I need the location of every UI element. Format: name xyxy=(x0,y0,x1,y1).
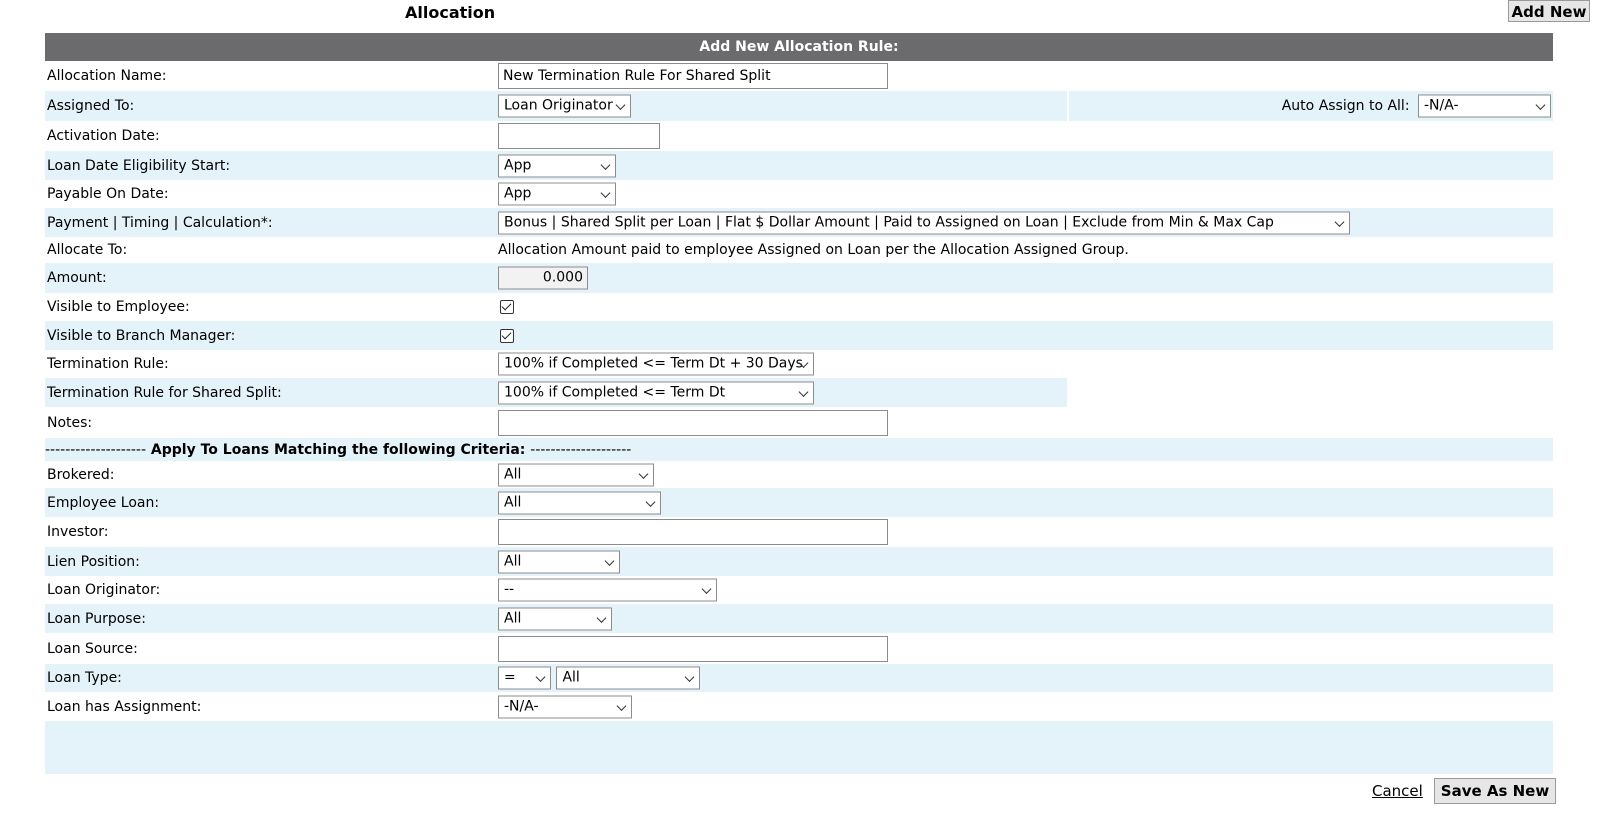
loan-has-assignment-label: Loan has Assignment: xyxy=(47,698,202,715)
auto-assign-value: -N/A- xyxy=(1424,97,1459,114)
brokered-select[interactable] xyxy=(498,463,654,486)
loan-has-assignment-value: -N/A- xyxy=(504,698,539,714)
payment-value: Bonus | Shared Split per Loan | Flat $ Dollar Amount | Paid to Assigned on Loan | Exclude from Min & Max Cap xyxy=(504,214,1274,230)
loan-source-input[interactable] xyxy=(498,636,888,662)
payable-on-select[interactable] xyxy=(498,183,616,206)
form-bottom-spacer xyxy=(45,721,1553,774)
employee-loan-value: All xyxy=(504,494,522,510)
notes-input[interactable] xyxy=(498,410,888,436)
brokered-label: Brokered: xyxy=(47,466,115,483)
loan-originator-select[interactable] xyxy=(498,579,717,602)
allocation-name-input[interactable]: New Termination Rule For Shared Split xyxy=(498,63,888,89)
lien-position-value: All xyxy=(504,553,522,569)
termination-rule-shared-value: 100% if Completed <= Term Dt xyxy=(504,384,726,400)
eligibility-start-value: App xyxy=(504,157,532,173)
payable-on-label: Payable On Date: xyxy=(47,186,169,202)
save-as-new-button[interactable]: Save As New xyxy=(1434,778,1556,804)
criteria-dashes-right: -------------------- xyxy=(530,441,632,458)
loan-purpose-select[interactable] xyxy=(498,607,612,630)
checkmark-icon xyxy=(502,301,512,311)
chevron-down-icon xyxy=(597,613,607,623)
add-new-button[interactable]: Add New xyxy=(1508,0,1590,22)
notes-label: Notes: xyxy=(47,414,93,431)
chevron-down-icon xyxy=(601,160,611,170)
loan-type-operator-value: = xyxy=(504,669,516,686)
assigned-to-row xyxy=(45,91,1553,121)
payable-on-value: App xyxy=(504,185,532,202)
notes-row xyxy=(45,407,1553,438)
activation-date-input[interactable] xyxy=(498,123,660,149)
column-divider xyxy=(1067,91,1069,121)
criteria-heading-row xyxy=(45,438,1553,461)
chevron-down-icon xyxy=(536,672,546,682)
loan-originator-row xyxy=(45,576,1553,604)
chevron-down-icon xyxy=(1335,217,1345,227)
employee-loan-select[interactable] xyxy=(498,491,661,514)
chevron-down-icon xyxy=(639,469,649,479)
payment-select[interactable] xyxy=(498,211,1350,234)
loan-type-value: All xyxy=(562,669,580,686)
loan-type-operator-select[interactable] xyxy=(498,667,551,690)
lien-position-label: Lien Position: xyxy=(47,553,140,570)
criteria-dashes-left: -------------------- xyxy=(45,441,147,458)
criteria-heading-text: Apply To Loans Matching the following Criteria: xyxy=(150,441,526,458)
lien-position-row xyxy=(45,547,1553,576)
termination-rule-select[interactable] xyxy=(498,353,814,376)
form-footer xyxy=(45,778,1553,806)
termination-rule-value: 100% if Completed <= Term Dt + 30 Days xyxy=(504,355,803,372)
eligibility-start-row xyxy=(45,151,1553,180)
loan-type-label: Loan Type: xyxy=(47,670,122,686)
criteria-heading xyxy=(45,442,631,458)
allocation-name-label: Allocation Name: xyxy=(47,68,167,84)
brokered-value: All xyxy=(504,466,522,482)
payment-label: Payment | Timing | Calculation*: xyxy=(47,214,273,231)
visible-employee-label: Visible to Employee: xyxy=(47,299,190,315)
termination-rule-row xyxy=(45,350,1553,378)
termination-rule-shared-label: Termination Rule for Shared Split: xyxy=(47,384,282,401)
chevron-down-icon xyxy=(702,584,712,594)
payable-on-row xyxy=(45,180,1553,208)
chevron-down-icon xyxy=(646,497,656,507)
termination-rule-label: Termination Rule: xyxy=(47,356,169,372)
chevron-down-icon xyxy=(799,387,809,397)
employee-loan-label: Employee Loan: xyxy=(47,494,160,511)
loan-type-select[interactable] xyxy=(556,667,700,690)
termination-rule-shared-row xyxy=(45,378,1553,407)
visible-employee-row xyxy=(45,293,1553,321)
checkmark-icon xyxy=(502,329,512,339)
form-heading: Add New Allocation Rule: xyxy=(45,33,1553,61)
loan-purpose-value: All xyxy=(504,610,522,626)
visible-branch-manager-checkbox[interactable] xyxy=(500,329,514,343)
termination-rule-shared-select[interactable] xyxy=(498,381,814,404)
chevron-down-icon xyxy=(1536,100,1546,110)
assigned-to-label: Assigned To: xyxy=(47,98,135,114)
amount-label: Amount: xyxy=(47,270,107,286)
auto-assign-select[interactable] xyxy=(1418,95,1551,118)
loan-type-row xyxy=(45,664,1553,692)
loan-purpose-label: Loan Purpose: xyxy=(47,610,146,627)
loan-source-label: Loan Source: xyxy=(47,640,138,657)
loan-purpose-row xyxy=(45,604,1553,633)
loan-has-assignment-row xyxy=(45,692,1553,721)
loan-originator-label: Loan Originator: xyxy=(47,582,161,598)
payment-row xyxy=(45,208,1553,237)
amount-input[interactable]: 0.000 xyxy=(498,267,588,290)
chevron-down-icon xyxy=(605,556,615,566)
allocate-to-label: Allocate To: xyxy=(47,242,128,258)
chevron-down-icon xyxy=(616,100,626,110)
loan-originator-value: -- xyxy=(504,581,515,598)
cancel-link[interactable]: Cancel xyxy=(1372,782,1423,800)
chevron-down-icon xyxy=(601,188,611,198)
chevron-down-icon xyxy=(685,672,695,682)
lien-position-select[interactable] xyxy=(498,550,620,573)
employee-loan-row xyxy=(45,488,1553,517)
assigned-to-value: Loan Originator xyxy=(504,97,613,114)
loan-type-fields xyxy=(498,667,700,690)
loan-has-assignment-select[interactable] xyxy=(498,695,632,718)
auto-assign-group xyxy=(1282,95,1551,118)
visible-employee-checkbox[interactable] xyxy=(500,300,514,314)
eligibility-start-label: Loan Date Eligibility Start: xyxy=(47,157,231,174)
top-bar xyxy=(0,0,1597,28)
visible-branch-manager-label: Visible to Branch Manager: xyxy=(47,327,236,344)
amount-row xyxy=(45,263,1553,293)
allocate-to-text: Allocation Amount paid to employee Assigned on Loan per the Allocation Assigned Group. xyxy=(498,242,1129,258)
visible-branch-manager-row xyxy=(45,321,1553,350)
assigned-to-select[interactable] xyxy=(498,95,631,118)
investor-row xyxy=(45,517,1553,547)
auto-assign-label: Auto Assign to All: xyxy=(1281,98,1410,114)
allocate-to-row xyxy=(45,237,1553,263)
investor-input[interactable] xyxy=(498,519,888,545)
investor-label: Investor: xyxy=(47,524,109,540)
row-blank-area xyxy=(1067,378,1553,407)
activation-date-label: Activation Date: xyxy=(47,128,160,144)
allocation-form xyxy=(45,33,1553,774)
allocation-name-row xyxy=(45,61,1553,91)
activation-date-row xyxy=(45,121,1553,151)
chevron-down-icon xyxy=(617,701,627,711)
page-title: Allocation xyxy=(405,3,496,22)
brokered-row xyxy=(45,461,1553,488)
eligibility-start-select[interactable] xyxy=(498,154,616,177)
loan-source-row xyxy=(45,633,1553,664)
